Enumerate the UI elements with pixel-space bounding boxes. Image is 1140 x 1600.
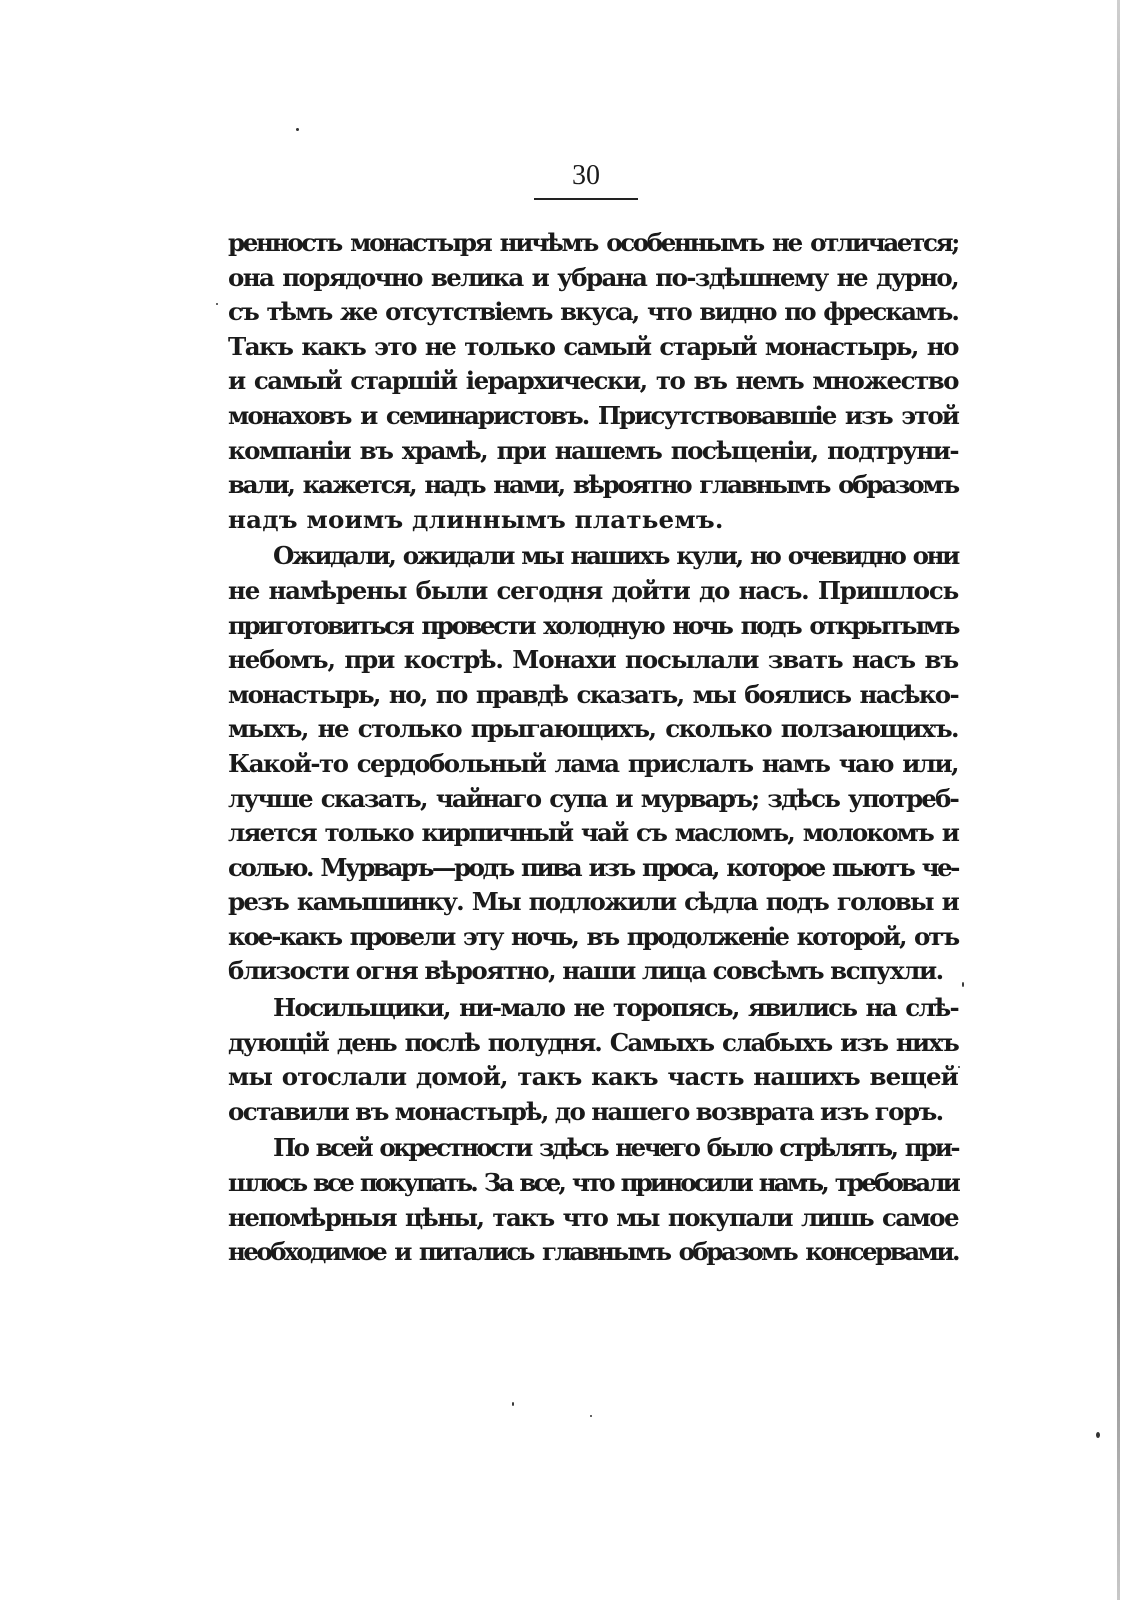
text-line: ляется только кирпичный чай съ масломъ, молокомъ и xyxy=(228,818,958,848)
page-number-rule xyxy=(534,198,638,200)
text-line: небомъ, при кострѣ. Монахи посылали звать насъ въ xyxy=(228,645,958,675)
text-line: она порядочно велика и убрана по-здѣшнему не дурно, xyxy=(228,262,958,292)
text-line: кое-какъ провели эту ночь, въ продолженіе которой, отъ xyxy=(228,921,958,951)
paragraph-3 xyxy=(228,991,958,1129)
text-line: не намѣрены были сегодня дойти до насъ. Пришлось xyxy=(228,575,958,605)
text-line: По всей окрестности здѣсь нечего было стрѣлять, при- xyxy=(273,1133,958,1163)
text-line: дующій день послѣ полудня. Самыхъ слабыхъ изъ нихъ xyxy=(228,1027,958,1057)
text-line: непомѣрныя цѣны, такъ что мы покупали лишь самое xyxy=(228,1202,958,1232)
text-line: близости огня вѣроятно, наши лица совсѣмъ вспухли. xyxy=(228,956,943,986)
text-line: Такъ какъ это не только самый старый монастырь, но xyxy=(228,331,958,361)
text-line: лучше сказать, чайнаго супа и мурваръ; здѣсь употреб- xyxy=(228,783,958,813)
scan-speck xyxy=(590,1415,592,1417)
text-line: приготовиться провести холодную ночь подъ открытымъ xyxy=(228,610,958,640)
text-line: компаніи въ храмѣ, при нашемъ посѣщеніи, подтруни- xyxy=(228,435,958,465)
text-line: Ожидали, ожидали мы нашихъ кули, но очевидно они xyxy=(273,541,958,571)
text-line: оставили въ монастырѣ, до нашего возврата изъ горъ. xyxy=(228,1096,943,1126)
scan-speck xyxy=(958,1066,960,1068)
text-line: Носильщики, ни-мало не торопясь, явились на слѣ- xyxy=(273,993,958,1023)
paragraph-1 xyxy=(228,226,958,537)
text-line: ренность монастыря ничѣмъ особеннымъ не отличается; xyxy=(228,228,958,257)
paragraph-4 xyxy=(228,1131,958,1269)
text-line: Какой-то сердобольный лама прислалъ намъ чаю или, xyxy=(228,748,958,778)
scan-speck xyxy=(1096,1432,1100,1438)
page-number: 30 xyxy=(572,160,600,191)
scan-speck xyxy=(296,128,299,131)
text-line: мыхъ, не столько прыгающихъ, сколько ползающихъ. xyxy=(228,714,958,744)
text-line: резъ камышинку. Мы подложили сѣдла подъ головы и xyxy=(228,887,958,917)
text-line: шлось все покупать. За все, что приносили намъ, требовали xyxy=(228,1168,958,1198)
scan-speck xyxy=(216,303,218,305)
text-line: солью. Мурваръ—родъ пива изъ проса, которое пьютъ че- xyxy=(228,852,958,882)
text-line: съ тѣмъ же отсутствіемъ вкуса, что видно по фрескамъ. xyxy=(228,297,958,327)
text-line: и самый старшій іерархически, то въ немъ множество xyxy=(228,366,958,396)
text-line: необходимое и питались главнымъ образомъ консервами. xyxy=(228,1237,958,1267)
text-body xyxy=(228,226,958,1270)
paragraph-2 xyxy=(228,539,958,989)
text-line: вали, кажется, надъ нами, вѣроятно главнымъ образомъ xyxy=(228,470,958,500)
text-line: монастырь, но, по правдѣ сказать, мы боялись насѣко- xyxy=(228,679,958,709)
scan-speck xyxy=(962,982,964,987)
text-line: монаховъ и семинаристовъ. Присутствовавшіе изъ этой xyxy=(228,400,958,430)
text-line: надъ моимъ длиннымъ платьемъ. xyxy=(228,504,724,534)
page-edge-shadow xyxy=(1117,0,1120,1600)
text-line: мы отослали домой, такъ какъ часть нашихъ вещей xyxy=(228,1062,958,1092)
scan-speck xyxy=(512,1402,514,1406)
